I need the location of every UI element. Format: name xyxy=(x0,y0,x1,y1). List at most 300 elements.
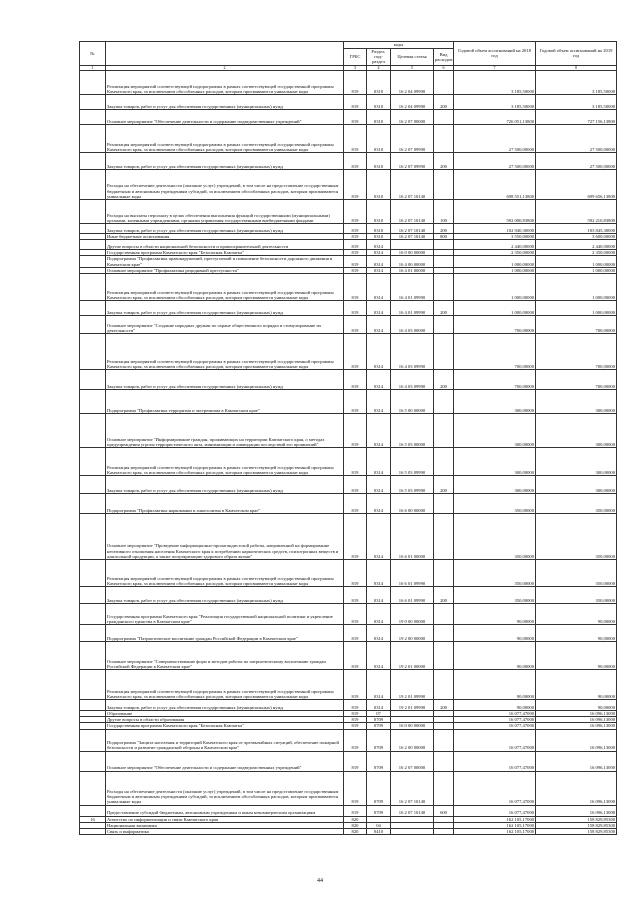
row-amount-2019: 16 096,13000 xyxy=(536,723,617,729)
row-amount-2019: 103 845,30000 xyxy=(536,224,617,234)
row-number xyxy=(80,370,106,390)
row-razdel: 0310 xyxy=(367,234,391,240)
row-expense-type xyxy=(434,729,454,751)
row-grbs: 819 xyxy=(344,256,367,267)
index-cell: 2 xyxy=(106,65,344,70)
row-expense-type: 200 xyxy=(434,301,454,316)
row-grbs: 819 xyxy=(344,370,367,390)
row-target-article: 16 6 01 09990 xyxy=(391,587,434,604)
table-row xyxy=(80,700,617,711)
row-amount-2018: 2 440,00000 xyxy=(454,240,536,250)
row-amount-2018: 90,00000 xyxy=(454,670,536,700)
table-row xyxy=(80,240,617,250)
row-amount-2018: 16 077,47000 xyxy=(454,751,536,771)
row-expense-type: 600 xyxy=(434,805,454,816)
table-row xyxy=(80,560,617,587)
row-amount-2018: 3 185,50000 xyxy=(454,71,536,95)
row-description: Основное мероприятие "Обеспечение деятельности и содержание подведомственных учреждений" xyxy=(106,751,344,771)
header-2018: Годовой объем ассигнований на 2018 год xyxy=(454,42,536,66)
row-amount-2018: 16 077,47000 xyxy=(454,771,536,805)
row-description: Закупка товаров, работ и услуг для обеспечения государственных (муниципальных) нужд xyxy=(106,95,344,110)
row-amount-2018: 300,00000 xyxy=(454,476,536,494)
row-grbs: 819 xyxy=(344,723,367,729)
row-amount-2018: 90,00000 xyxy=(454,642,536,670)
row-expense-type: 100 xyxy=(434,200,454,224)
row-amount-2018: 16 077,47000 xyxy=(454,805,536,816)
row-amount-2019: 300,00000 xyxy=(536,448,617,476)
row-amount-2018: 16 077,47000 xyxy=(454,729,536,751)
row-grbs: 819 xyxy=(344,625,367,642)
row-number xyxy=(80,334,106,370)
row-amount-2019: 350,00000 xyxy=(536,587,617,604)
row-razdel: 0314 xyxy=(367,494,391,514)
row-target-article: 16 2 07 10140 xyxy=(391,200,434,224)
header-razdel: Раздел, под-раздел xyxy=(367,49,391,66)
row-expense-type: 200 xyxy=(434,153,454,170)
row-target-article: 16 2 07 10140 xyxy=(391,224,434,234)
table-row xyxy=(80,200,617,224)
row-amount-2018: 162 105,17000 xyxy=(454,822,536,828)
row-target-article: 19 2 01 09990 xyxy=(391,700,434,711)
row-grbs: 819 xyxy=(344,200,367,224)
row-expense-type xyxy=(434,240,454,250)
table-row xyxy=(80,604,617,625)
row-target-article: 16 2 07 00000 xyxy=(391,751,434,771)
row-expense-type xyxy=(434,494,454,514)
row-description: Образование xyxy=(106,711,344,717)
index-cell: 5 xyxy=(391,65,434,70)
row-razdel: 07 xyxy=(367,711,391,717)
row-number xyxy=(80,494,106,514)
header-num: № xyxy=(80,42,106,66)
row-grbs: 819 xyxy=(344,514,367,560)
row-description: Основное мероприятие "Информирование граждан, проживающих на территории Камчатского края, о методах предупреждения угрозы террористического акта, минимизации и ликвидации последствий его проявлений" xyxy=(106,414,344,448)
row-amount-2019: 27 500,00000 xyxy=(536,153,617,170)
row-target-article xyxy=(391,829,434,835)
row-amount-2018: 350,00000 xyxy=(454,560,536,587)
row-expense-type xyxy=(434,625,454,642)
row-target-article: 16 4 03 09990 xyxy=(391,334,434,370)
row-grbs: 819 xyxy=(344,250,367,256)
table-row xyxy=(80,95,617,110)
table-row xyxy=(80,625,617,642)
row-target-article: 16 6 00 00000 xyxy=(391,494,434,514)
row-description: Предоставление субсидий бюджетным, автономным учреждениям и иным некоммерческим организациям xyxy=(106,805,344,816)
row-target-article: 19 2 01 00000 xyxy=(391,642,434,670)
row-amount-2018: 90,00000 xyxy=(454,700,536,711)
row-razdel: 0709 xyxy=(367,723,391,729)
row-number xyxy=(80,587,106,604)
row-target-article: 16 2 04 09990 xyxy=(391,95,434,110)
row-amount-2018: 350,00000 xyxy=(454,514,536,560)
row-razdel: 0314 xyxy=(367,476,391,494)
header-name xyxy=(106,42,344,66)
row-expense-type xyxy=(434,829,454,835)
row-grbs: 819 xyxy=(344,711,367,717)
row-expense-type xyxy=(434,604,454,625)
header-vr: Вид расходов xyxy=(434,49,454,66)
row-amount-2019: 90,00000 xyxy=(536,604,617,625)
row-description: Реализация мероприятий соответствующей подпрограммы в рамках соответствующей государственной программы Камчатского края, за исключением обособленных расходов, которым присваиваются уникальные коды xyxy=(106,670,344,700)
row-number xyxy=(80,729,106,751)
row-description: Государственная программа Камчатского края "Безопасная Камчатка" xyxy=(106,250,344,256)
row-description: Закупка товаров, работ и услуг для обеспечения государственных (муниципальных) нужд xyxy=(106,301,344,316)
row-description: Закупка товаров, работ и услуг для обеспечения государственных (муниципальных) нужд xyxy=(106,700,344,711)
row-grbs: 819 xyxy=(344,476,367,494)
row-target-article: 19 0 00 00000 xyxy=(391,604,434,625)
row-number xyxy=(80,170,106,200)
row-amount-2019: 16 096,13000 xyxy=(536,771,617,805)
row-grbs: 819 xyxy=(344,234,367,240)
row-description: Закупка товаров, работ и услуг для обеспечения государственных (муниципальных) нужд xyxy=(106,587,344,604)
row-number xyxy=(80,200,106,224)
page-number: 44 xyxy=(317,878,323,884)
row-number xyxy=(80,274,106,301)
row-razdel: 0709 xyxy=(367,751,391,771)
header-2019: Годовой объем ассигнований на 2019 год xyxy=(536,42,617,66)
table-row xyxy=(80,587,617,604)
row-amount-2018: 102 940,30000 xyxy=(454,224,536,234)
row-number xyxy=(80,316,106,334)
row-razdel: 0314 xyxy=(367,274,391,301)
row-grbs: 819 xyxy=(344,700,367,711)
row-amount-2019: 300,00000 xyxy=(536,476,617,494)
row-number xyxy=(80,153,106,170)
row-description: Реализация мероприятий соответствующей подпрограммы в рамках соответствующей государственной программы Камчатского края, за исключением обособленных расходов, которым присваиваются уникальные коды xyxy=(106,125,344,153)
row-amount-2018: 700,00000 xyxy=(454,334,536,370)
row-amount-2019: 16 096,13000 xyxy=(536,805,617,816)
row-description: Реализация мероприятий соответствующей подпрограммы в рамках соответствующей государственной программы Камчатского края, за исключением обособленных расходов, которым присваиваются уникальные коды xyxy=(106,274,344,301)
row-razdel: 0314 xyxy=(367,390,391,414)
row-razdel: 0314 xyxy=(367,587,391,604)
row-target-article: 16 2 07 00000 xyxy=(391,110,434,125)
row-description: Другие вопросы в области образования xyxy=(106,717,344,723)
row-grbs: 819 xyxy=(344,448,367,476)
header-grbs: ГРБС xyxy=(344,49,367,66)
row-grbs: 819 xyxy=(344,642,367,670)
row-grbs: 819 xyxy=(344,153,367,170)
row-amount-2019: 1 000,00000 xyxy=(536,267,617,273)
row-number xyxy=(80,224,106,234)
row-amount-2019: 700,00000 xyxy=(536,370,617,390)
index-cell: 7 xyxy=(454,65,536,70)
row-description: Агентство по информатизации и связи Камчатского края xyxy=(106,816,344,822)
row-expense-type xyxy=(434,642,454,670)
row-amount-2019: 16 096,13000 xyxy=(536,711,617,717)
row-description: Подпрограмма "Профилактика наркомании и алкоголизма в Камчатском крае" xyxy=(106,494,344,514)
row-amount-2018: 1 000,00000 xyxy=(454,274,536,301)
row-target-article: 16 6 01 00000 xyxy=(391,514,434,560)
row-razdel: 04 xyxy=(367,822,391,828)
row-razdel: 0314 xyxy=(367,642,391,670)
table-row xyxy=(80,390,617,414)
table-row xyxy=(80,729,617,751)
row-target-article: 16 0 00 00000 xyxy=(391,723,434,729)
row-amount-2019: 700,00000 xyxy=(536,316,617,334)
row-grbs: 819 xyxy=(344,301,367,316)
row-razdel: 0314 xyxy=(367,301,391,316)
row-amount-2018: 16 077,47000 xyxy=(454,711,536,717)
row-razdel: 0314 xyxy=(367,250,391,256)
row-razdel: 0310 xyxy=(367,224,391,234)
row-target-article: 16 2 04 09990 xyxy=(391,71,434,95)
row-grbs: 820 xyxy=(344,816,367,822)
row-expense-type xyxy=(434,414,454,448)
row-target-article: 16 2 07 10140 xyxy=(391,170,434,200)
row-description: Подпрограмма "Защита населения и территорий Камчатского края от чрезвычайных ситуаций, обеспечение пожарной безопасности и развитие гражданской обороны в Камчатском крае" xyxy=(106,729,344,751)
row-expense-type: 800 xyxy=(434,234,454,240)
table-row xyxy=(80,494,617,514)
row-amount-2018: 90,00000 xyxy=(454,625,536,642)
row-amount-2019: 3 185,50000 xyxy=(536,71,617,95)
row-description: Государственная программа Камчатского края "Безопасная Камчатка" xyxy=(106,723,344,729)
row-target-article: 16 2 07 10140 xyxy=(391,805,434,816)
row-amount-2019: 727 156,13800 xyxy=(536,110,617,125)
row-amount-2018: 592 000,83800 xyxy=(454,200,536,224)
row-description: Расходы на обеспечение деятельности (оказание услуг) учреждений, в том числе на предоставление государственным бюджетным и автономным учреждениям субсидий, за исключением обособленных расходов, которым присваиваются уникальные коды xyxy=(106,170,344,200)
row-amount-2019: 90,00000 xyxy=(536,642,617,670)
row-razdel: 0314 xyxy=(367,448,391,476)
row-grbs: 819 xyxy=(344,604,367,625)
row-amount-2018: 3 550,00000 xyxy=(454,234,536,240)
row-description: Подпрограмма "Патриотическое воспитание граждан Российской Федерации в Камчатском крае" xyxy=(106,625,344,642)
row-amount-2019: 700,00000 xyxy=(536,334,617,370)
row-description: Другие вопросы в области национальной безопасности и правоохранительной деятельности xyxy=(106,240,344,250)
table-row xyxy=(80,224,617,234)
row-amount-2019: 90,00000 xyxy=(536,670,617,700)
row-razdel: 0709 xyxy=(367,729,391,751)
row-amount-2019: 90,00000 xyxy=(536,700,617,711)
row-razdel: 0314 xyxy=(367,240,391,250)
row-description: Реализация мероприятий соответствующей подпрограммы в рамках соответствующей государственной программы Камчатского края, за исключением обособленных расходов, которым присваиваются уникальные коды xyxy=(106,448,344,476)
row-target-article: 16 2 07 09990 xyxy=(391,125,434,153)
row-grbs: 819 xyxy=(344,587,367,604)
row-description: Основное мероприятие "Совершенствование форм и методов работы по патриотическому воспитанию граждан Российской Федерации в Камчатском крае" xyxy=(106,642,344,670)
row-expense-type xyxy=(434,170,454,200)
row-amount-2018: 700,00000 xyxy=(454,316,536,334)
row-amount-2018: 16 077,47000 xyxy=(454,723,536,729)
row-amount-2018: 350,00000 xyxy=(454,494,536,514)
row-description: Реализация мероприятий соответствующей подпрограммы в рамках соответствующей государственной программы Камчатского края, за исключением обособленных расходов, которым присваиваются уникальные коды xyxy=(106,560,344,587)
row-grbs: 819 xyxy=(344,560,367,587)
table-row xyxy=(80,751,617,771)
row-amount-2019: 158 829,85300 xyxy=(536,829,617,835)
table-row xyxy=(80,256,617,267)
row-expense-type: 200 xyxy=(434,587,454,604)
row-grbs: 819 xyxy=(344,274,367,301)
row-amount-2018: 1 000,00000 xyxy=(454,256,536,267)
row-amount-2019: 16 096,13000 xyxy=(536,717,617,723)
index-cell: 6 xyxy=(434,65,454,70)
row-description: Расходы на обеспечение деятельности (оказание услуг) учреждений, в том числе на предоставление государственным бюджетным и автономным учреждениям субсидий, за исключением обособленных расходов, которым присваиваются уникальные коды xyxy=(106,771,344,805)
row-expense-type xyxy=(434,751,454,771)
row-description: Закупка товаров, работ и услуг для обеспечения государственных (муниципальных) нужд xyxy=(106,370,344,390)
row-razdel: 0310 xyxy=(367,71,391,95)
row-description: Расходы на выплаты персоналу в целях обеспечения выполнения функций государственными (муниципальными) органами, казенными учреждениями, органами управления государственными внебюджетными фондами xyxy=(106,200,344,224)
row-target-article: 16 5 03 09990 xyxy=(391,448,434,476)
row-razdel: 0314 xyxy=(367,604,391,625)
row-razdel: 0314 xyxy=(367,370,391,390)
row-razdel: 0314 xyxy=(367,700,391,711)
row-number xyxy=(80,448,106,476)
row-grbs: 819 xyxy=(344,110,367,125)
table-row xyxy=(80,414,617,448)
row-razdel: 0709 xyxy=(367,717,391,723)
row-grbs: 819 xyxy=(344,751,367,771)
row-grbs: 819 xyxy=(344,390,367,414)
row-amount-2018: 1 000,00000 xyxy=(454,301,536,316)
row-amount-2018: 350,00000 xyxy=(454,587,536,604)
row-razdel: 0314 xyxy=(367,414,391,448)
row-amount-2018: 3 185,50000 xyxy=(454,95,536,110)
row-razdel: 0310 xyxy=(367,110,391,125)
row-number xyxy=(80,240,106,250)
row-number xyxy=(80,476,106,494)
row-amount-2019: 699 656,13800 xyxy=(536,170,617,200)
row-number xyxy=(80,256,106,267)
table-row xyxy=(80,110,617,125)
row-grbs: 819 xyxy=(344,805,367,816)
row-target-article: 16 4 01 09990 xyxy=(391,274,434,301)
row-grbs: 819 xyxy=(344,494,367,514)
row-description: Связь и информатика xyxy=(106,829,344,835)
row-number xyxy=(80,829,106,835)
row-amount-2019: 1 000,00000 xyxy=(536,301,617,316)
row-grbs: 819 xyxy=(344,771,367,805)
table-row xyxy=(80,316,617,334)
row-amount-2019: 3 600,00000 xyxy=(536,234,617,240)
row-amount-2019: 350,00000 xyxy=(536,514,617,560)
row-amount-2019: 158 829,85300 xyxy=(536,822,617,828)
table-row xyxy=(80,274,617,301)
header-cs: Целевая статья xyxy=(391,49,434,66)
row-number xyxy=(80,414,106,448)
table-row xyxy=(80,829,617,835)
row-expense-type xyxy=(434,560,454,587)
row-description: Государственная программа Камчатского края "Реализация государственной национальной политики и укрепление гражданского единства в Камчатском крае" xyxy=(106,604,344,625)
row-razdel: 0310 xyxy=(367,170,391,200)
row-grbs: 819 xyxy=(344,125,367,153)
row-target-article: 16 2 07 10140 xyxy=(391,234,434,240)
row-number xyxy=(80,604,106,625)
row-amount-2019: 16 096,13000 xyxy=(536,751,617,771)
row-razdel: 0310 xyxy=(367,153,391,170)
row-grbs: 819 xyxy=(344,414,367,448)
table-row xyxy=(80,670,617,700)
row-razdel: 0314 xyxy=(367,316,391,334)
row-target-article: 16 0 00 00000 xyxy=(391,250,434,256)
index-cell: 3 xyxy=(344,65,367,70)
row-amount-2019: 2 350,00000 xyxy=(536,250,617,256)
row-razdel: 0314 xyxy=(367,334,391,370)
row-number xyxy=(80,71,106,95)
row-razdel: 0314 xyxy=(367,560,391,587)
row-grbs: 819 xyxy=(344,224,367,234)
row-number xyxy=(80,771,106,805)
row-razdel: 0310 xyxy=(367,95,391,110)
row-grbs: 819 xyxy=(344,240,367,250)
row-expense-type: 200 xyxy=(434,95,454,110)
row-amount-2018: 300,00000 xyxy=(454,414,536,448)
row-amount-2019: 592 210,83800 xyxy=(536,200,617,224)
row-amount-2018: 698 551,13800 xyxy=(454,170,536,200)
row-amount-2018: 16 077,47000 xyxy=(454,717,536,723)
row-grbs: 819 xyxy=(344,729,367,751)
row-expense-type xyxy=(434,125,454,153)
row-number xyxy=(80,514,106,560)
row-description: Основное мероприятие "Проведение информационно-пропагандистской работы, направленной на формирование негативного отношения населения Камчатского края к потреблению наркотических средств, психотропных веществ и алкогольной продукции, а также популяризацию здорового образа жизни" xyxy=(106,514,344,560)
row-amount-2018: 90,00000 xyxy=(454,604,536,625)
row-amount-2018: 162 105,17000 xyxy=(454,829,536,835)
row-razdel: 0310 xyxy=(367,200,391,224)
row-number xyxy=(80,805,106,816)
row-description: Подпрограмма "Профилактика правонарушений, преступлений и повышение безопасности дорожного движения в Камчатском крае" xyxy=(106,256,344,267)
row-description: Подпрограмма "Профилактика терроризма и экстремизма в Камчатском крае" xyxy=(106,390,344,414)
index-cell: 1 xyxy=(80,65,106,70)
row-target-article: 16 4 00 00000 xyxy=(391,256,434,267)
row-expense-type: 200 xyxy=(434,224,454,234)
row-description: Основное мероприятие "Создание народных дружин по охране общественного порядка и стимулирование их деятельности" xyxy=(106,316,344,334)
row-razdel: 0410 xyxy=(367,829,391,835)
row-amount-2018: 27 500,00000 xyxy=(454,153,536,170)
row-target-article: 19 2 01 09990 xyxy=(391,670,434,700)
row-number xyxy=(80,301,106,316)
row-expense-type: 200 xyxy=(434,476,454,494)
row-grbs: 819 xyxy=(344,71,367,95)
row-razdel: 0709 xyxy=(367,805,391,816)
table-row xyxy=(80,334,617,370)
row-target-article: 16 5 00 00000 xyxy=(391,390,434,414)
row-amount-2019: 300,00000 xyxy=(536,414,617,448)
row-description: Закупка товаров, работ и услуг для обеспечения государственных (муниципальных) нужд xyxy=(106,153,344,170)
row-expense-type xyxy=(434,71,454,95)
row-amount-2019: 2 440,00000 xyxy=(536,240,617,250)
row-description: Закупка товаров, работ и услуг для обеспечения государственных (муниципальных) нужд xyxy=(106,224,344,234)
row-number xyxy=(80,95,106,110)
row-expense-type xyxy=(434,316,454,334)
table-row xyxy=(80,514,617,560)
table-row xyxy=(80,370,617,390)
row-razdel: 0314 xyxy=(367,670,391,700)
row-target-article: 16 6 01 09990 xyxy=(391,560,434,587)
row-razdel: 0314 xyxy=(367,514,391,560)
row-razdel: 0314 xyxy=(367,267,391,273)
row-amount-2019: 350,00000 xyxy=(536,560,617,587)
row-grbs: 819 xyxy=(344,334,367,370)
row-amount-2018: 300,00000 xyxy=(454,448,536,476)
row-target-article: 16 2 07 09990 xyxy=(391,153,434,170)
row-amount-2019: 1 000,00000 xyxy=(536,256,617,267)
row-razdel: 0314 xyxy=(367,256,391,267)
table-row xyxy=(80,642,617,670)
row-number xyxy=(80,642,106,670)
row-number xyxy=(80,560,106,587)
row-amount-2019: 300,00000 xyxy=(536,390,617,414)
row-amount-2018: 2 350,00000 xyxy=(454,250,536,256)
row-description: Реализация мероприятий соответствующей подпрограммы в рамках соответствующей государственной программы Камчатского края, за исключением обособленных расходов, которым присваиваются уникальные коды xyxy=(106,334,344,370)
row-amount-2019: 90,00000 xyxy=(536,625,617,642)
budget-table xyxy=(79,41,617,835)
row-expense-type: 200 xyxy=(434,370,454,390)
row-target-article: 16 4 03 09990 xyxy=(391,370,434,390)
row-target-article xyxy=(391,240,434,250)
row-expense-type xyxy=(434,256,454,267)
table-row xyxy=(80,125,617,153)
row-grbs: 820 xyxy=(344,822,367,828)
row-razdel: 0310 xyxy=(367,125,391,153)
index-cell: 8 xyxy=(536,65,617,70)
row-amount-2019: 27 500,00000 xyxy=(536,125,617,153)
